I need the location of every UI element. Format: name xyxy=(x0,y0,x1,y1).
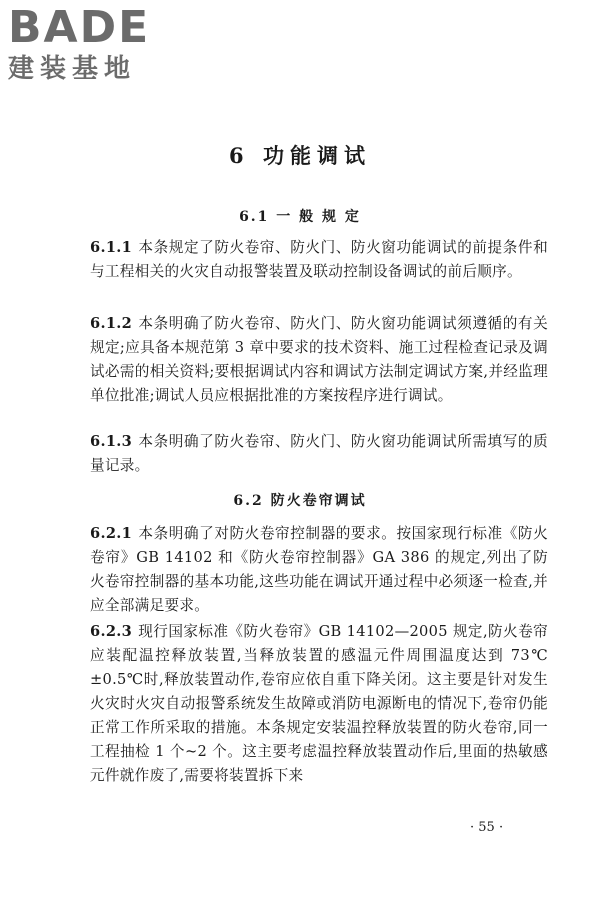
clause-number: 6.1.2 xyxy=(90,315,133,332)
clause-6-2-1 xyxy=(90,522,548,618)
section-title-6-1: 6.1 一 般 规 定 xyxy=(239,209,361,225)
clause-text: 本条明确了防火卷帘、防火门、防火窗功能调试须遵循的有关规定;应具备本规范第 3 章中要求的技术资料、施工过程检查记录及调试必需的相关资料;要根据调试内容和调试方法制定调试方案,并经监理单位批准;调试人员应根据批准的方案按程序进行调试。 xyxy=(90,315,548,404)
clause-6-2-3 xyxy=(90,620,548,788)
clause-text: 本条明确了防火卷帘、防火门、防火窗功能调试所需填写的质量记录。 xyxy=(90,433,548,474)
page-number: · 55 · xyxy=(470,820,504,835)
chapter-title: 6 功能调试 xyxy=(229,143,371,168)
clause-number: 6.2.1 xyxy=(90,525,133,542)
clause-6-1-1 xyxy=(90,236,548,284)
bade-logo xyxy=(8,2,188,84)
section-title-6-2: 6.2 防火卷帘调试 xyxy=(233,493,367,509)
clause-text: 本条明确了对防火卷帘控制器的要求。按国家现行标准《防火卷帘》GB 14102 和《防火卷帘控制器》GA 386 的规定,列出了防火卷帘控制器的基本功能,这些功能在调试开通过程中必须逐一检查,并应全部满足要求。 xyxy=(90,525,548,614)
clause-number: 6.2.3 xyxy=(90,623,133,640)
clause-6-1-2 xyxy=(90,312,548,408)
clause-number: 6.1.1 xyxy=(90,239,133,256)
clause-text: 本条规定了防火卷帘、防火门、防火窗功能调试的前提条件和与工程相关的火灾自动报警装置及联动控制设备调试的前后顺序。 xyxy=(90,239,548,280)
clause-number: 6.1.3 xyxy=(90,433,133,450)
clause-text: 现行国家标准《防火卷帘》GB 14102—2005 规定,防火卷帘应装配温控释放装置,当释放装置的感温元件周围温度达到 73℃±0.5℃时,释放装置动作,卷帘应依自重下降关闭。这主要是针对发生火灾时火灾自动报警系统发生故障或消防电源断电的情况下,卷帘仍能正常工作所采取的措施。本条规定安装温控释放装置的防火卷帘,同一工程抽检 1 个~2 个。这主要考虑温控释放装置动作后,里面的热敏感元件就作废了,需要将装置拆下来 xyxy=(90,623,548,784)
logo-subtitle: 建装基地 xyxy=(8,54,137,84)
logo-wordmark: BADE xyxy=(8,2,151,53)
clause-6-1-3 xyxy=(90,430,548,478)
